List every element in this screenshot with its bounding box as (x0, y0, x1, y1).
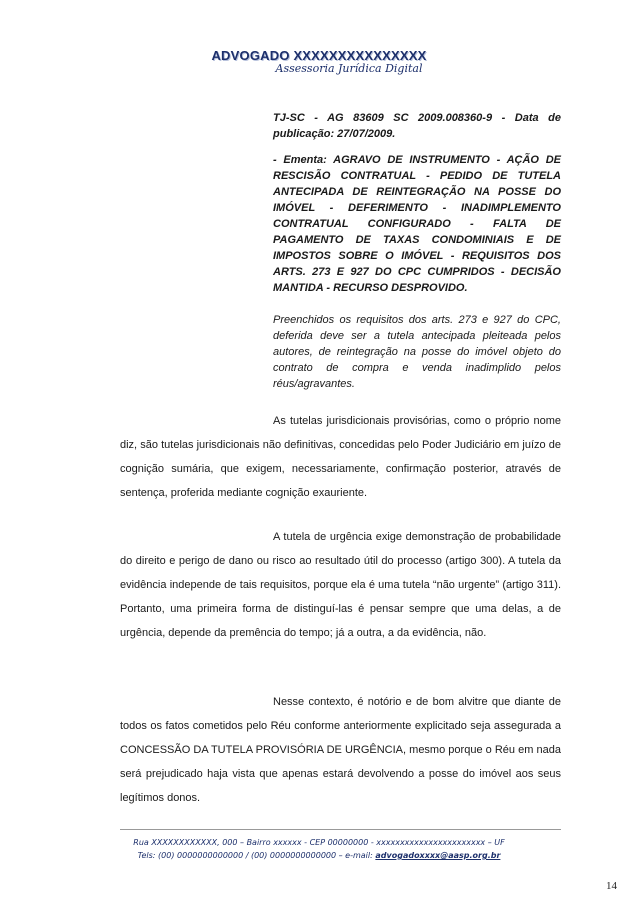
firm-tagline: Assessoria Jurídica Digital (275, 62, 423, 75)
jurisprudence-summary (273, 312, 561, 392)
body-paragraph-3 (120, 690, 561, 810)
summary-text: Preenchidos os requisitos dos arts. 273 e 927 do CPC, deferida deve ser a tutela antecipada pleiteada pelos autores, de reintegração na posse do imóvel objeto do contrato de compra e venda inadimplido pelos réus/agravantes. (273, 314, 561, 390)
paragraph-text: As tutelas jurisdicionais provisórias, como o próprio nome diz, são tutelas jurisdicionais não definitivas, concedidas pelo Poder Judiciário em juízo de cognição sumária, que exigem, necessariamente, confirmação posterior, através de sentença, proferida mediante cognição exauriente. (120, 415, 561, 499)
footer-phones: Tels: (00) 0000000000000 / (00) 0000000000000 – e-mail: (137, 851, 376, 860)
paragraph-text: Nesse contexto, é notório e de bom alvitre que diante de todos os fatos cometidos pelo Réu conforme anteriormente explicitado seja assegurada a CONCESSÃO DA TUTELA PROVISÓRIA DE URGÊNCIA, mesmo porque o Réu em nada será prejudicado haja vista que apenas estará devolvendo a posse do imóvel aos seus legítimos donos. (120, 696, 561, 804)
body-paragraph-2 (120, 525, 561, 645)
footer (0, 836, 638, 862)
body-paragraph-1 (120, 409, 561, 505)
page-number: 14 (606, 880, 617, 892)
jurisprudence-citation (273, 110, 561, 142)
ementa-text: - Ementa: AGRAVO DE INSTRUMENTO - AÇÃO DE RESCISÃO CONTRATUAL - PEDIDO DE TUTELA ANTECIPADA DE REINTEGRAÇÃO NA POSSE DO IMÓVEL - DEFERIMENTO - INADIMPLEMENTO CONTRATUAL CONFIGURADO - FALTA DE PAGAMENTO DE TAXAS CONDOMINIAIS E DE IMPOSTOS SOBRE O IMÓVEL - REQUISITOS DOS ARTS. 273 E 927 DO CPC CUMPRIDOS - DECISÃO MANTIDA - RECURSO DESPROVIDO. (273, 154, 561, 294)
footer-address: Rua XXXXXXXXXXXX, 000 – Bairro xxxxxx - CEP 00000000 - xxxxxxxxxxxxxxxxxxxxxxx – UF (133, 838, 505, 847)
firm-name: ADVOGADO XXXXXXXXXXXXXXX (211, 48, 427, 63)
citation-text: TJ-SC - AG 83609 SC 2009.008360-9 - Data de publicação: 27/07/2009. (273, 112, 561, 140)
footer-contact (0, 849, 638, 862)
paragraph-text: A tutela de urgência exige demonstração de probabilidade do direito e perigo de dano ou risco ao resultado útil do processo (artigo 300). A tutela da evidência independe de tais requisitos, porque ela é uma tutela “não urgente” (artigo 311). Portanto, uma primeira forma de distinguí-las é pensar sempre que uma delas, a de urgência, depende da premência do tempo; já a outra, a da evidência, não. (120, 531, 561, 639)
footer-divider (120, 829, 561, 830)
footer-email-link[interactable]: advogadoxxxx@aasp.org.br (375, 851, 501, 860)
letterhead (0, 48, 638, 75)
jurisprudence-ementa (273, 152, 561, 296)
